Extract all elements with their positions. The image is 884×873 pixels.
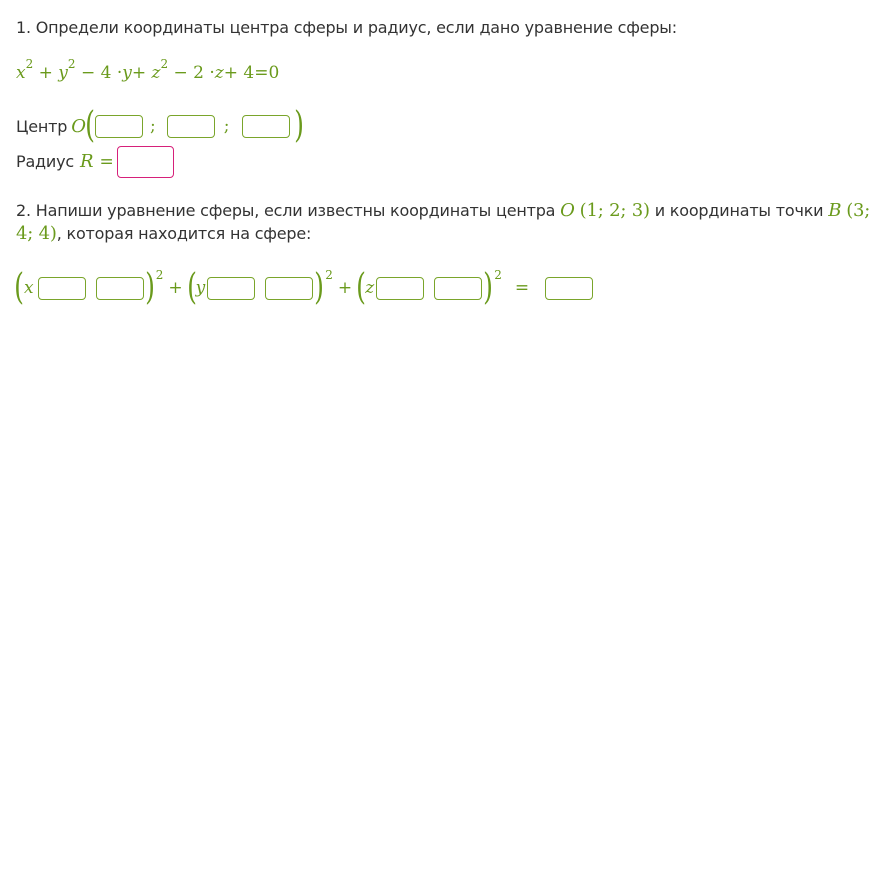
y-value-input[interactable] [265,277,313,300]
task2-point-name: B [828,200,842,221]
radius-row [16,145,174,178]
eq-term-z-var: z [214,63,224,83]
y-sign-input[interactable] [207,277,255,300]
center-y-input[interactable] [167,115,215,138]
radius-label: Радиус [16,152,74,171]
y-right-paren: ) [314,267,325,308]
task2-prompt-start: 2. Напиши уравнение сферы, если известны координаты центра [16,201,556,220]
center-x-input[interactable] [95,115,143,138]
eq-plus-1: + [33,63,59,83]
center-row [16,105,306,146]
eq-var-z: z [151,63,161,83]
z-left-paren: ( [356,267,367,308]
center-separator-1: ; [150,116,156,136]
task1-prompt: 1. Определи координаты центра сферы и радиус, если дано уравнение сферы: [16,18,677,37]
x-sign-input[interactable] [38,277,86,300]
z-value-input[interactable] [434,277,482,300]
task2-center-coords: (1; 2; 3) [579,200,650,221]
z-sign-input[interactable] [376,277,424,300]
center-right-paren: ) [293,105,304,146]
task2-prompt-middle: и координаты точки [654,201,824,220]
y-square: 2 [325,268,333,282]
equals-sign: = [514,278,530,298]
z-square: 2 [494,268,502,282]
eq-var-x: x [16,63,26,83]
radius-input[interactable] [117,146,174,178]
eq-tail: + 4=0 [223,63,280,83]
eq-term-y-var: y [122,63,132,83]
center-separator-2: ; [223,116,230,136]
sphere-equation [16,58,279,88]
radius-symbol: R [79,151,94,172]
eq-plus-2: + [131,63,152,83]
x-left-paren: ( [14,267,24,308]
eq-pow-z: 2 [160,57,169,72]
y-left-paren: ( [186,267,197,308]
sphere-equation-row [16,266,593,310]
z-var: z [365,278,375,298]
center-z-input[interactable] [242,115,290,138]
eq-pow-x: 2 [25,57,34,72]
x-var: x [24,278,34,298]
x-right-paren: ) [144,267,155,308]
eq-var-y: y [58,63,68,83]
task2-prompt [16,199,884,245]
radius-squared-input[interactable] [545,277,593,300]
radius-equals: = [99,151,114,172]
center-symbol: O [71,115,86,137]
task2-prompt-end: , которая находится на сфере: [56,224,312,243]
center-label: Центр [16,116,68,136]
plus-2: + [337,278,353,298]
eq-term-y-coef: − 4 · [80,63,123,83]
x-value-input[interactable] [96,277,144,300]
eq-pow-y: 2 [67,57,76,72]
z-right-paren: ) [483,267,494,308]
eq-term-z-coef: − 2 · [173,63,215,83]
plus-1: + [168,278,183,298]
task2-center-point: O [560,200,575,221]
task2-point-coords: (3; 4; 4) [16,200,871,244]
center-left-paren: ( [85,105,95,146]
y-var: y [195,278,206,298]
x-square: 2 [155,268,164,282]
